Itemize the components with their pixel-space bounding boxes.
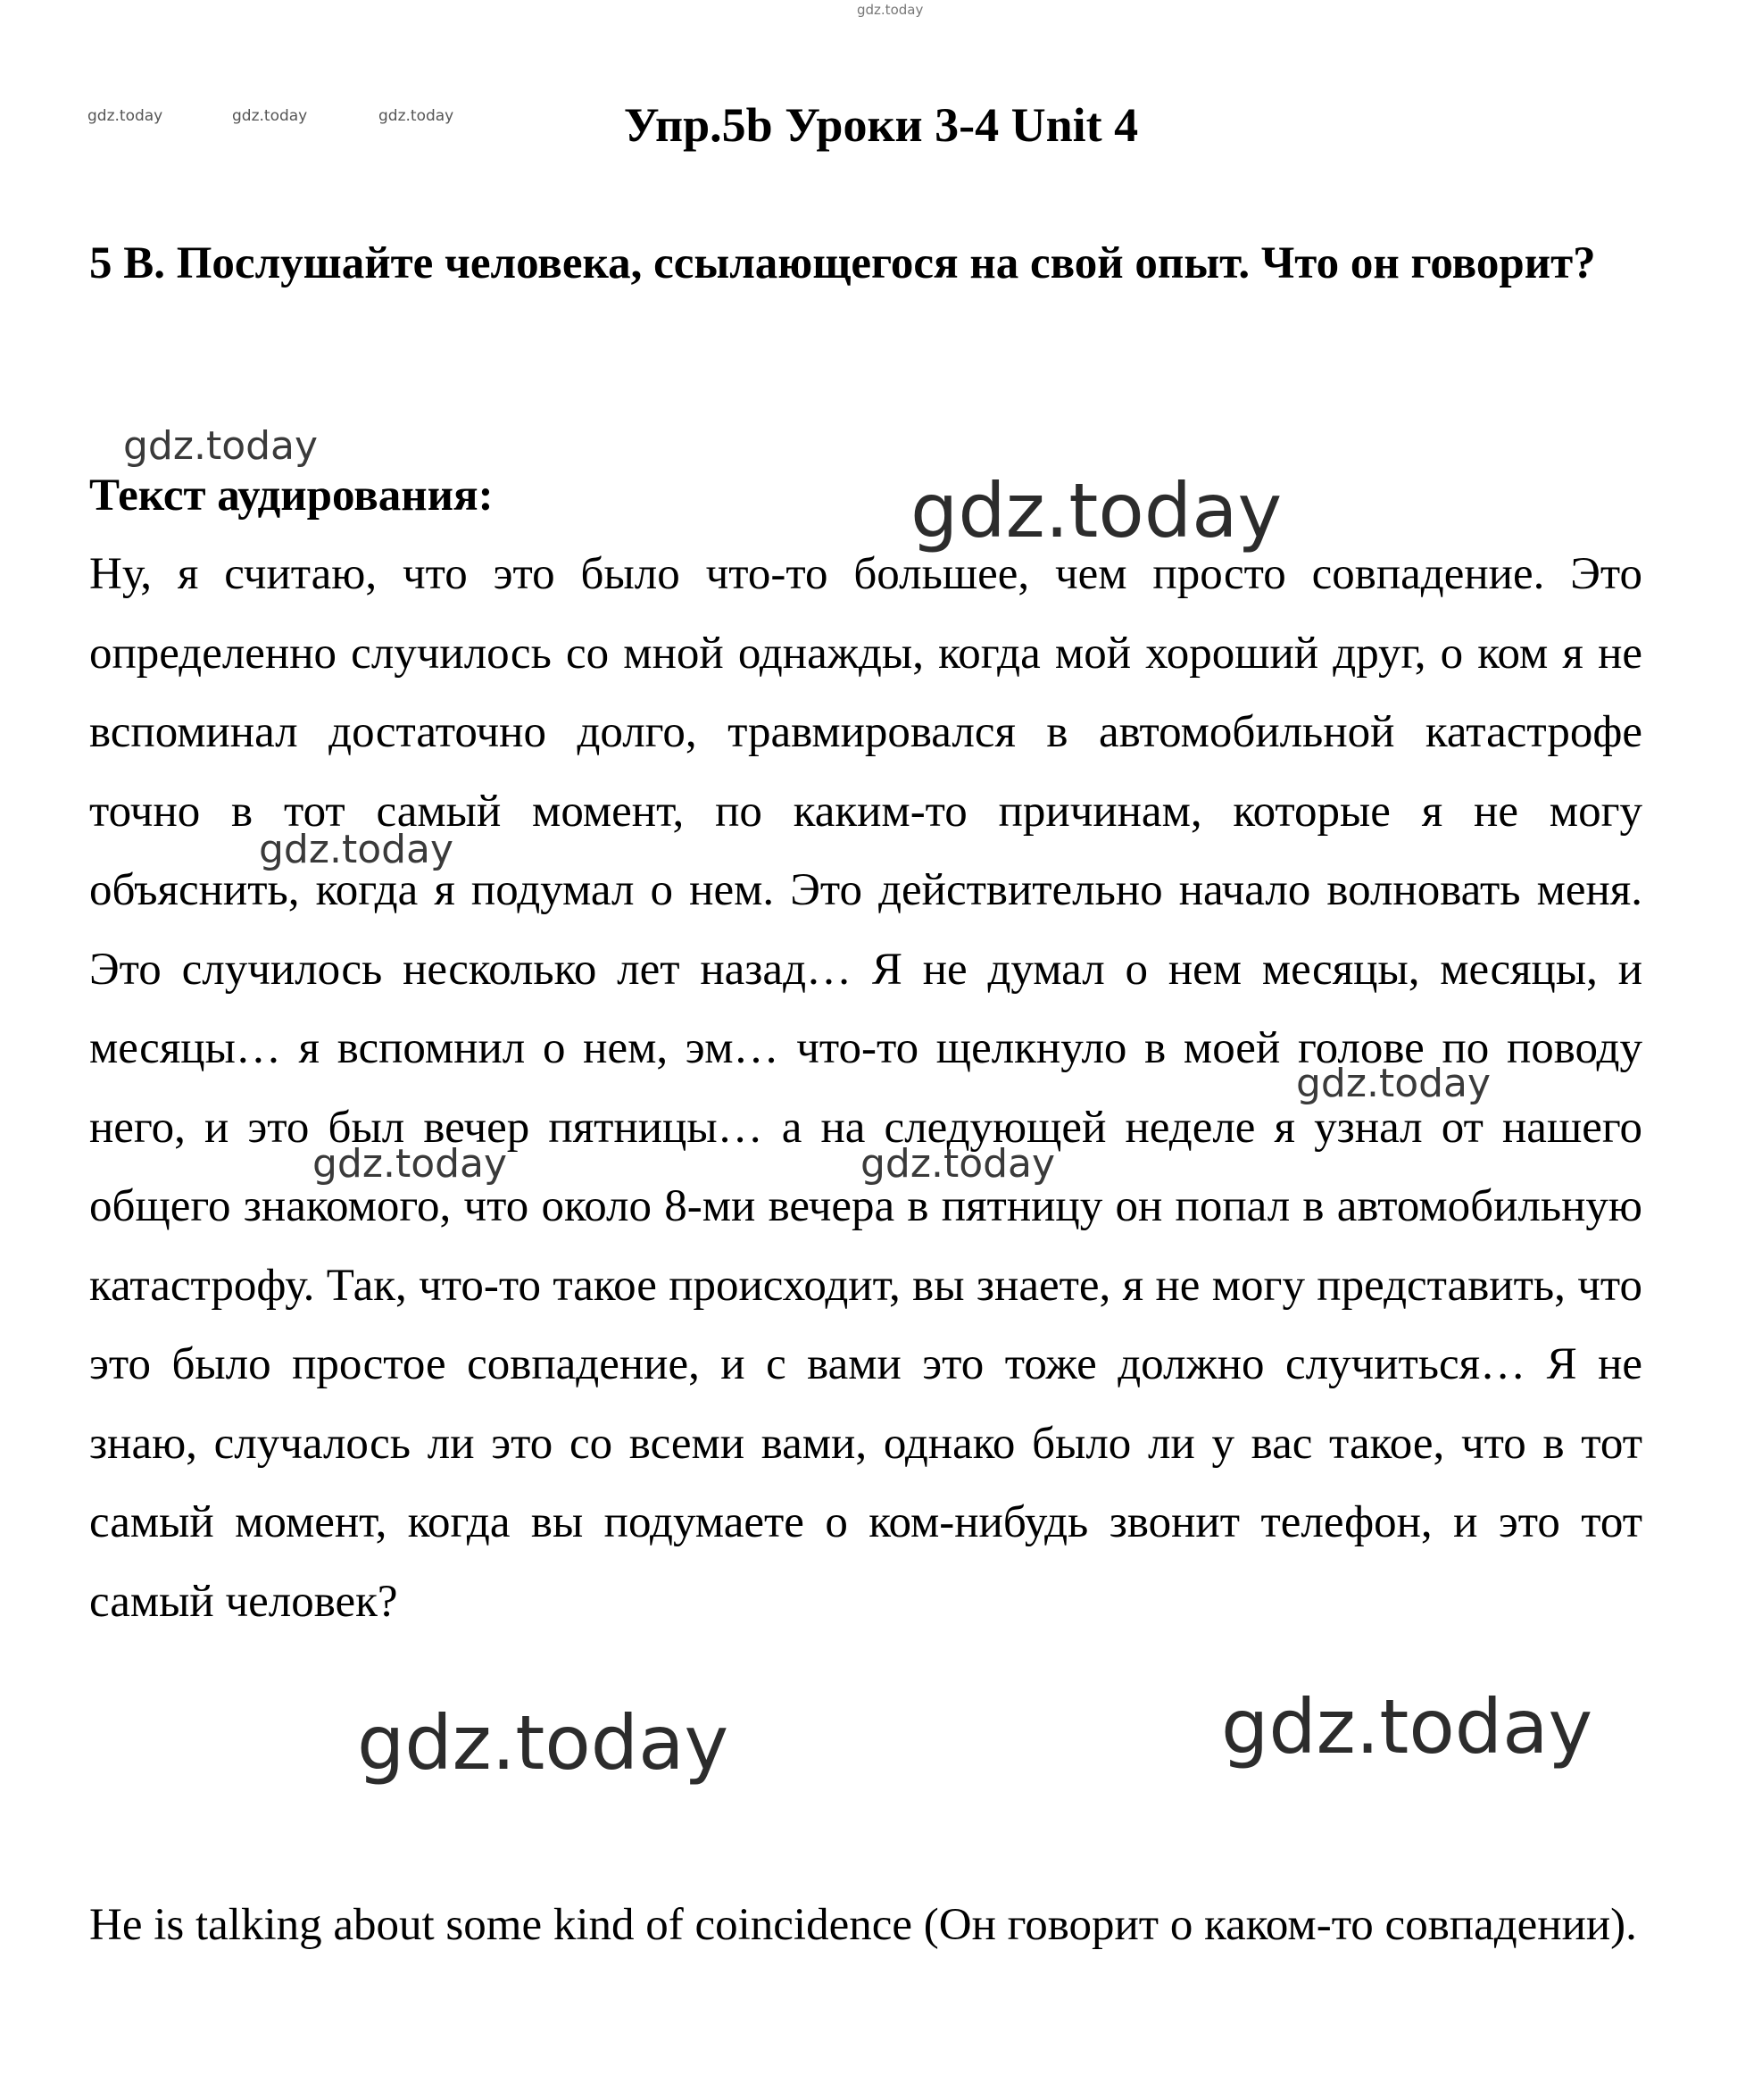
listening-heading: Текст аудирования: [89,471,494,521]
watermark-mid-2: gdz.today [1296,1061,1492,1106]
answer-text: He is talking about some kind of coincidence (Он говорит о каком-то совпадении). [89,1900,1637,1950]
watermark-mid-3: gdz.today [312,1141,508,1187]
watermark-heading-right: gdz.today [910,467,1283,554]
watermark-header-3: gdz.today [378,107,454,125]
watermark-top: gdz.today [857,2,924,18]
watermark-header-1: gdz.today [87,107,163,125]
watermark-mid-1: gdz.today [259,827,454,872]
task-statement: 5 В. Послушайте человека, ссылающегося на свой опыт. Что он говорит? [89,238,1596,288]
watermark-above-heading: gdz.today [123,423,319,469]
watermark-mid-4: gdz.today [860,1141,1056,1187]
watermark-bottom-left: gdz.today [357,1699,729,1787]
watermark-header-2: gdz.today [232,107,308,125]
page-title: Упр.5b Уроки 3-4 Unit 4 [623,98,1139,152]
watermark-bottom-right: gdz.today [1221,1683,1593,1771]
listening-text: Ну, я считаю, что это было что-то большее, чем просто совпадение. Это определенно случилось со мной однажды, когда мой хороший друг, о ком я не вспоминал достаточно долго, травмировался в автомобильной катастрофе точно в тот самый момент, по каким-то причинам, которые я не могу объяснить, когда я подумал о нем. Это действительно начало волновать меня. Это случилось несколько лет назад… Я не думал о нем месяцы, месяцы, и месяцы… я вспомнил о нем, эм… что-то щелкнуло в моей голове по поводу него, и это был вечер пятницы… а на следующей неделе я узнал от нашего общего знакомого, что около 8-ми вечера в пятницу он попал в автомобильную катастрофу. Так, что-то такое происходит, вы знаете, я не могу представить, что это было простое совпадение, и с вами это тоже должно случиться… Я не знаю, случалось ли это со всеми вами, однако было ли у вас такое, что в тот самый момент, когда вы подумаете о ком-нибудь звонит телефон, и это тот самый человек? [89,549,1642,1627]
